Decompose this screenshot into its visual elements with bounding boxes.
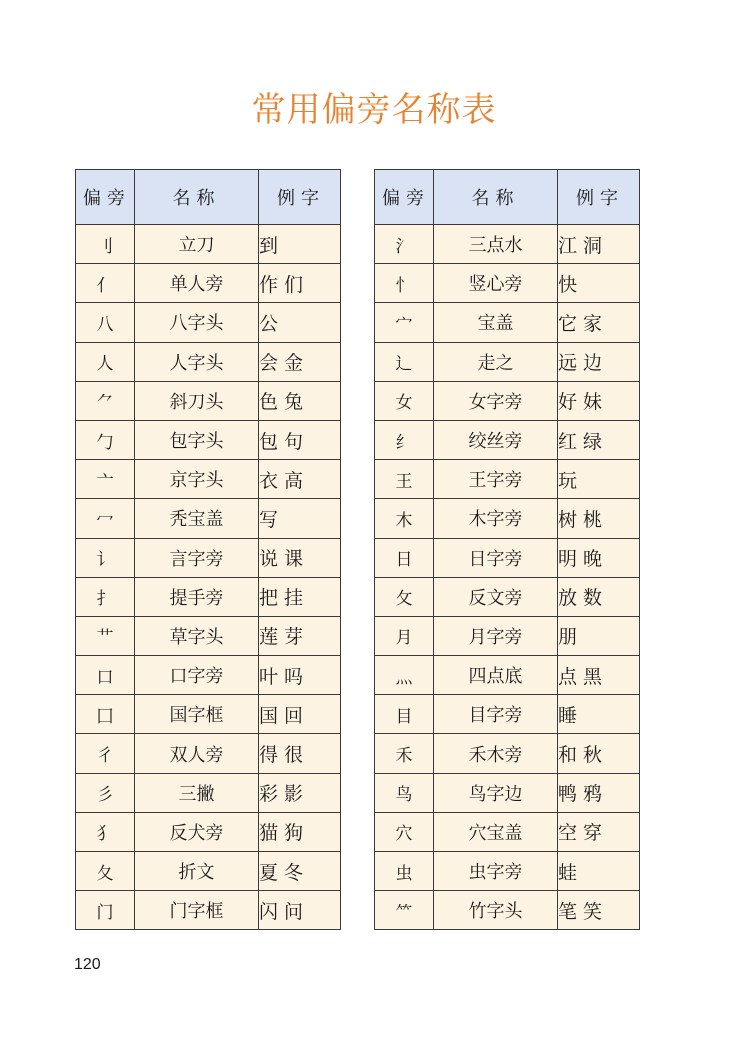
table-row xyxy=(76,695,341,734)
example-chars-cell: 彩影 xyxy=(259,773,341,812)
example-chars-cell: 说课 xyxy=(259,538,341,577)
radical-name-cell: 绞丝旁 xyxy=(434,420,558,459)
table-row xyxy=(76,577,341,616)
radical-cell: 鸟 xyxy=(375,773,434,812)
example-chars-cell: 闪问 xyxy=(259,891,341,930)
radical-cell: 彡 xyxy=(76,773,135,812)
radical-cell: 亠 xyxy=(76,460,135,499)
radical-cell: 目 xyxy=(375,695,434,734)
radical-name-cell: 京字头 xyxy=(135,460,259,499)
radical-name-cell: 立刀 xyxy=(135,225,259,264)
radical-cell: 口 xyxy=(76,656,135,695)
table-row xyxy=(76,303,341,342)
example-chars-cell: 夏冬 xyxy=(259,852,341,891)
table-row xyxy=(76,225,341,264)
radical-name-cell: 言字旁 xyxy=(135,538,259,577)
radical-cell: 艹 xyxy=(76,616,135,655)
table-row xyxy=(375,577,640,616)
radical-cell: 勹 xyxy=(76,420,135,459)
table-row xyxy=(76,420,341,459)
radical-cell: 扌 xyxy=(76,577,135,616)
table-row xyxy=(375,538,640,577)
radical-name-cell: 宝盖 xyxy=(434,303,558,342)
example-chars-cell: 莲芽 xyxy=(259,616,341,655)
radical-name-cell: 双人旁 xyxy=(135,734,259,773)
radical-cell: 日 xyxy=(375,538,434,577)
radical-name-cell: 秃宝盖 xyxy=(135,499,259,538)
example-chars-cell: 得很 xyxy=(259,734,341,773)
table-row xyxy=(76,381,341,420)
radical-cell: 禾 xyxy=(375,734,434,773)
example-chars-cell: 鸭鸦 xyxy=(558,773,640,812)
table-row xyxy=(375,460,640,499)
example-chars-cell: 空穿 xyxy=(558,812,640,851)
radical-name-cell: 四点底 xyxy=(434,656,558,695)
example-chars-cell: 包句 xyxy=(259,420,341,459)
radical-cell: 灬 xyxy=(375,656,434,695)
example-chars-cell: 好妹 xyxy=(558,381,640,420)
radical-cell: 纟 xyxy=(375,420,434,459)
table-row xyxy=(76,499,341,538)
example-chars-cell: 树桃 xyxy=(558,499,640,538)
table-row xyxy=(76,342,341,381)
radical-cell: 木 xyxy=(375,499,434,538)
example-chars-cell: 把挂 xyxy=(259,577,341,616)
radical-name-cell: 单人旁 xyxy=(135,264,259,303)
radical-name-cell: 竖心旁 xyxy=(434,264,558,303)
example-chars-cell: 公 xyxy=(259,303,341,342)
table-row xyxy=(76,734,341,773)
radical-cell: 人 xyxy=(76,342,135,381)
table-header-row xyxy=(375,170,640,225)
radical-cell: 氵 xyxy=(375,225,434,264)
table-row xyxy=(375,303,640,342)
radical-name-cell: 反文旁 xyxy=(434,577,558,616)
example-chars-cell: 和秋 xyxy=(558,734,640,773)
radical-name-cell: 女字旁 xyxy=(434,381,558,420)
radical-cell: 夂 xyxy=(76,852,135,891)
page-number: 120 xyxy=(74,956,101,973)
example-chars-cell: 玩 xyxy=(558,460,640,499)
radical-name-cell: 虫字旁 xyxy=(434,852,558,891)
radical-name-cell: 斜刀头 xyxy=(135,381,259,420)
table-row xyxy=(375,891,640,930)
example-chars-cell: 明晚 xyxy=(558,538,640,577)
example-chars-cell: 猫狗 xyxy=(259,812,341,851)
table-row xyxy=(375,499,640,538)
radical-cell: ⺮ xyxy=(375,891,434,930)
example-chars-cell: 红绿 xyxy=(558,420,640,459)
radical-cell: 辶 xyxy=(375,342,434,381)
table-row xyxy=(76,773,341,812)
table-row xyxy=(76,656,341,695)
radical-name-cell: 鸟字边 xyxy=(434,773,558,812)
table-row xyxy=(375,773,640,812)
example-chars-cell: 朋 xyxy=(558,616,640,655)
table-row xyxy=(76,852,341,891)
radical-cell: 囗 xyxy=(76,695,135,734)
table-row xyxy=(76,264,341,303)
radical-name-cell: 反犬旁 xyxy=(135,812,259,851)
radical-cell: 刂 xyxy=(76,225,135,264)
table-row xyxy=(375,616,640,655)
example-chars-cell: 江洞 xyxy=(558,225,640,264)
radical-name-cell: 目字旁 xyxy=(434,695,558,734)
radical-name-cell: 竹字头 xyxy=(434,891,558,930)
radical-cell: 冖 xyxy=(76,499,135,538)
table-row xyxy=(375,225,640,264)
table-row xyxy=(375,852,640,891)
table-row xyxy=(76,538,341,577)
table-row xyxy=(375,264,640,303)
example-chars-cell: 放数 xyxy=(558,577,640,616)
radical-name-cell: 八字头 xyxy=(135,303,259,342)
radical-cell: 宀 xyxy=(375,303,434,342)
radical-name-cell: 国字框 xyxy=(135,695,259,734)
radical-cell: 女 xyxy=(375,381,434,420)
radical-table-right xyxy=(374,169,640,930)
example-chars-cell: 衣高 xyxy=(259,460,341,499)
example-chars-cell: 作们 xyxy=(259,264,341,303)
example-chars-cell: 远边 xyxy=(558,342,640,381)
radical-name-cell: 包字头 xyxy=(135,420,259,459)
header-radical: 偏旁 xyxy=(375,170,434,225)
header-name: 名称 xyxy=(135,170,259,225)
example-chars-cell: 国回 xyxy=(259,695,341,734)
header-examples: 例字 xyxy=(558,170,640,225)
radical-cell: 忄 xyxy=(375,264,434,303)
table-row xyxy=(76,891,341,930)
example-chars-cell: 快 xyxy=(558,264,640,303)
radical-table-right-body xyxy=(375,225,640,930)
header-name: 名称 xyxy=(434,170,558,225)
table-row xyxy=(375,656,640,695)
radical-name-cell: 日字旁 xyxy=(434,538,558,577)
table-row xyxy=(76,460,341,499)
header-examples: 例字 xyxy=(259,170,341,225)
radical-name-cell: 折文 xyxy=(135,852,259,891)
radical-cell: 月 xyxy=(375,616,434,655)
example-chars-cell: 到 xyxy=(259,225,341,264)
table-row xyxy=(375,812,640,851)
radical-name-cell: 木字旁 xyxy=(434,499,558,538)
table-row xyxy=(76,616,341,655)
radical-name-cell: 月字旁 xyxy=(434,616,558,655)
example-chars-cell: 笔笑 xyxy=(558,891,640,930)
radical-cell: 八 xyxy=(76,303,135,342)
radical-cell: 亻 xyxy=(76,264,135,303)
example-chars-cell: 叶吗 xyxy=(259,656,341,695)
example-chars-cell: 睡 xyxy=(558,695,640,734)
radical-cell: 讠 xyxy=(76,538,135,577)
radical-name-cell: 草字头 xyxy=(135,616,259,655)
example-chars-cell: 点黑 xyxy=(558,656,640,695)
example-chars-cell: 写 xyxy=(259,499,341,538)
table-row xyxy=(76,812,341,851)
radical-cell: 攵 xyxy=(375,577,434,616)
radical-cell: ⺈ xyxy=(76,381,135,420)
example-chars-cell: 它家 xyxy=(558,303,640,342)
radical-name-cell: 穴宝盖 xyxy=(434,812,558,851)
radical-name-cell: 提手旁 xyxy=(135,577,259,616)
example-chars-cell: 色兔 xyxy=(259,381,341,420)
radical-cell: 穴 xyxy=(375,812,434,851)
radical-cell: 犭 xyxy=(76,812,135,851)
table-row xyxy=(375,420,640,459)
example-chars-cell: 会金 xyxy=(259,342,341,381)
table-header-row xyxy=(76,170,341,225)
radical-table-left xyxy=(75,169,341,930)
example-chars-cell: 蛙 xyxy=(558,852,640,891)
radical-name-cell: 禾木旁 xyxy=(434,734,558,773)
table-row xyxy=(375,734,640,773)
radical-cell: 王 xyxy=(375,460,434,499)
radical-name-cell: 门字框 xyxy=(135,891,259,930)
header-radical: 偏旁 xyxy=(76,170,135,225)
radical-cell: 彳 xyxy=(76,734,135,773)
table-row xyxy=(375,342,640,381)
table-row xyxy=(375,381,640,420)
table-row xyxy=(375,695,640,734)
radical-table-left-body xyxy=(76,225,341,930)
radical-name-cell: 三点水 xyxy=(434,225,558,264)
radical-name-cell: 口字旁 xyxy=(135,656,259,695)
radical-name-cell: 人字头 xyxy=(135,342,259,381)
radical-cell: 虫 xyxy=(375,852,434,891)
radical-cell: 门 xyxy=(76,891,135,930)
radical-name-cell: 王字旁 xyxy=(434,460,558,499)
page-title: 常用偏旁名称表 xyxy=(251,90,497,130)
radical-name-cell: 三撇 xyxy=(135,773,259,812)
radical-name-cell: 走之 xyxy=(434,342,558,381)
